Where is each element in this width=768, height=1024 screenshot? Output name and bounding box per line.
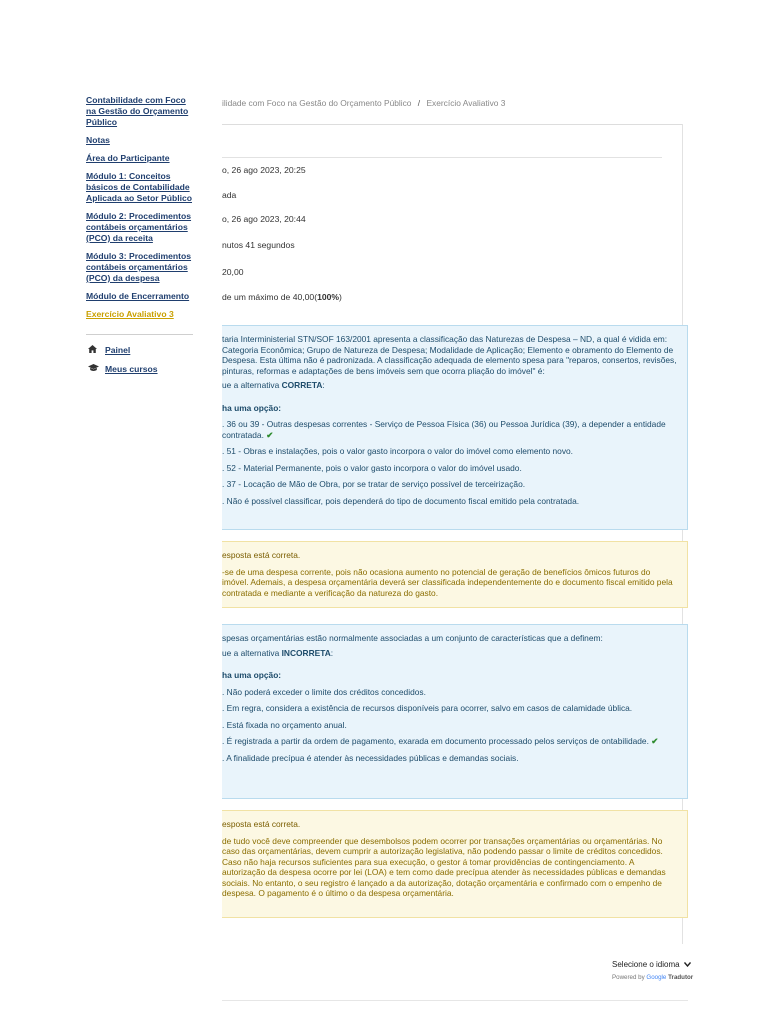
sidebar-divider (86, 334, 193, 335)
sidebar-item-area-participante[interactable]: Área do Participante (86, 153, 170, 163)
powered-by: Powered by Google Tradutor (612, 974, 694, 981)
question-2-box (222, 624, 688, 799)
content-frame-top (222, 124, 682, 125)
question-1-option-b[interactable]: . 51 - Obras e instalações, pois o valor gasto incorpora o valor do imóvel como elemento novo. (222, 446, 574, 456)
question-2-option-e[interactable]: . A finalidade precípua é atender às necessidades públicas e demandas sociais. (222, 752, 519, 763)
home-icon (88, 345, 100, 356)
breadcrumb-current[interactable]: Exercício Avaliativo 3 (426, 98, 506, 108)
sidebar-link-meus-cursos[interactable] (86, 364, 196, 375)
sidebar-link-painel-label[interactable]: Painel (105, 345, 131, 355)
question-2-prompt: spesas orçamentárias estão normalmente associadas a um conjunto de características que a definem: (222, 633, 603, 643)
question-2-feedback-text: de tudo você deve compreender que desembolsos podem ocorrer por transações orçamentárias ou orçamentárias. No caso das orçamentárias, devem cumprir a autorização legislativa, não podendo passar o limite de créditos concedidos. Caso não haja recursos suficientes para sua execução, o gestor á tomar providências de contingenciamento. A autorização da despesa ocorre por lei (LOA) e tem como dade precípua atender às necessidades públicas e demandas sociais. No entanto, o seu registro é lançado a da autorização, dotação orçamentária e confirmado com o empenho de despesa. O pagamento é o último o da despesa orçamentária. (222, 835, 666, 898)
question-1-option-a[interactable]: . 36 ou 39 - Outras despesas correntes - Serviço de Pessoa Física (36) ou Pessoa Jurídica (39), a depender a entidade contratada. ✔ (222, 419, 666, 440)
question-1-prompt: taria Interministerial STN/SOF 163/2001 apresenta a classificação das Naturezas de Despesa – ND, a qual é vidida em: Categoria Econômica; Grupo de Natureza de Despesa; Modalidade de Aplicação; Elemento e obramento do Elemento de Despesa. Esta última não é padronizada. A classificação adequada de elemento spesa para "reparos, consertos, revisões, pinturas, reformas e adaptações de bens imóveis sem que ocorra pliação do imóvel" é: (222, 334, 677, 376)
sidebar-item-course[interactable]: Contabilidade com Foco na Gestão do Orçamento Público (86, 95, 189, 127)
google-translate-widget (612, 960, 693, 981)
breadcrumb (222, 98, 505, 108)
question-1-instruction: ue a alternativa CORRETA: (222, 380, 325, 390)
question-1-option-c[interactable]: . 52 - Material Permanente, pois o valor gasto incorpora o valor do imóvel usado. (222, 462, 522, 473)
summary-grade (222, 292, 342, 302)
question-1-feedback (222, 541, 688, 608)
attempt-summary (222, 157, 662, 302)
breadcrumb-separator: / (417, 98, 421, 108)
sidebar (86, 95, 196, 383)
language-select-label: Selecione o idioma (612, 960, 680, 969)
sidebar-item-modulo-1[interactable]: Módulo 1: Conceitos básicos de Contabilidade Aplicada ao Setor Público (86, 171, 193, 203)
sidebar-link-painel[interactable] (86, 345, 196, 356)
summary-time-taken: nutos 41 segundos (222, 240, 295, 250)
correct-check-icon: ✔ (266, 429, 274, 440)
footer-divider (222, 1000, 688, 1001)
language-select[interactable] (612, 960, 693, 969)
sidebar-item-modulo-encerramento[interactable]: Módulo de Encerramento (86, 291, 190, 301)
question-2-feedback-title: esposta está correta. (222, 819, 301, 829)
summary-marks: 20,00 (222, 267, 244, 277)
question-1-option-d[interactable]: . 37 - Locação de Mão de Obra, por se tratar de serviço possível de terceirização. (222, 479, 526, 489)
chevron-down-icon (684, 960, 691, 969)
question-2-option-c[interactable]: . Está fixada no orçamento anual. (222, 719, 347, 730)
summary-started: o, 26 ago 2023, 20:25 (222, 165, 306, 175)
summary-state: ada (222, 190, 237, 200)
google-logo[interactable]: Google (646, 974, 667, 981)
question-1-box (222, 325, 688, 530)
question-1-choose-label: ha uma opção: (222, 402, 282, 413)
question-2-feedback (222, 810, 688, 918)
graduation-cap-icon (88, 364, 100, 375)
summary-completed: o, 26 ago 2023, 20:44 (222, 214, 306, 224)
question-2-option-a[interactable]: . Não poderá exceder o limite dos créditos concedidos. (222, 686, 426, 697)
question-1-feedback-title: esposta está correta. (222, 550, 301, 560)
grade-prefix: de um máximo de 40,00( (222, 292, 318, 302)
sidebar-item-notas[interactable]: Notas (86, 135, 110, 145)
sidebar-item-modulo-3[interactable]: Módulo 3: Procedimentos contábeis orçamentários (PCO) da despesa (86, 251, 192, 283)
grade-percent: 100% (317, 292, 340, 302)
sidebar-item-exercicio-avaliativo-3[interactable]: Exercício Avaliativo 3 (86, 309, 174, 319)
grade-suffix: ) (339, 292, 342, 302)
sidebar-link-meus-cursos-label[interactable]: Meus cursos (105, 364, 158, 374)
correct-check-icon: ✔ (651, 736, 659, 746)
question-2-choose-label: ha uma opção: (222, 670, 282, 680)
question-1-option-e[interactable]: . Não é possível classificar, pois dependerá do tipo de documento fiscal emitido pela contratada. (222, 495, 580, 506)
question-1-feedback-text: -se de uma despesa corrente, pois não ocasiona aumento no potencial de geração de benefícios ômicos futuros do imóvel. Ademais, a despesa orçamentária deverá ser classificada independentemente do e documento fiscal emitido pela contratada e mediante a verificação da natureza do gasto. (222, 566, 673, 598)
sidebar-item-modulo-2[interactable]: Módulo 2: Procedimentos contábeis orçamentários (PCO) da receita (86, 211, 192, 243)
question-2-option-b[interactable]: . Em regra, considera a existência de recursos disponíveis para ocorrer, salvo em casos de calamidade ública. (222, 703, 633, 713)
breadcrumb-course[interactable]: ilidade com Foco na Gestão do Orçamento Público (222, 98, 412, 108)
question-2-instruction: ue a alternativa INCORRETA: (222, 647, 334, 658)
question-2-option-d[interactable]: . É registrada a partir da ordem de pagamento, exarada em documento processado pelos serviços de ontabilidade. ✔ (222, 736, 659, 746)
